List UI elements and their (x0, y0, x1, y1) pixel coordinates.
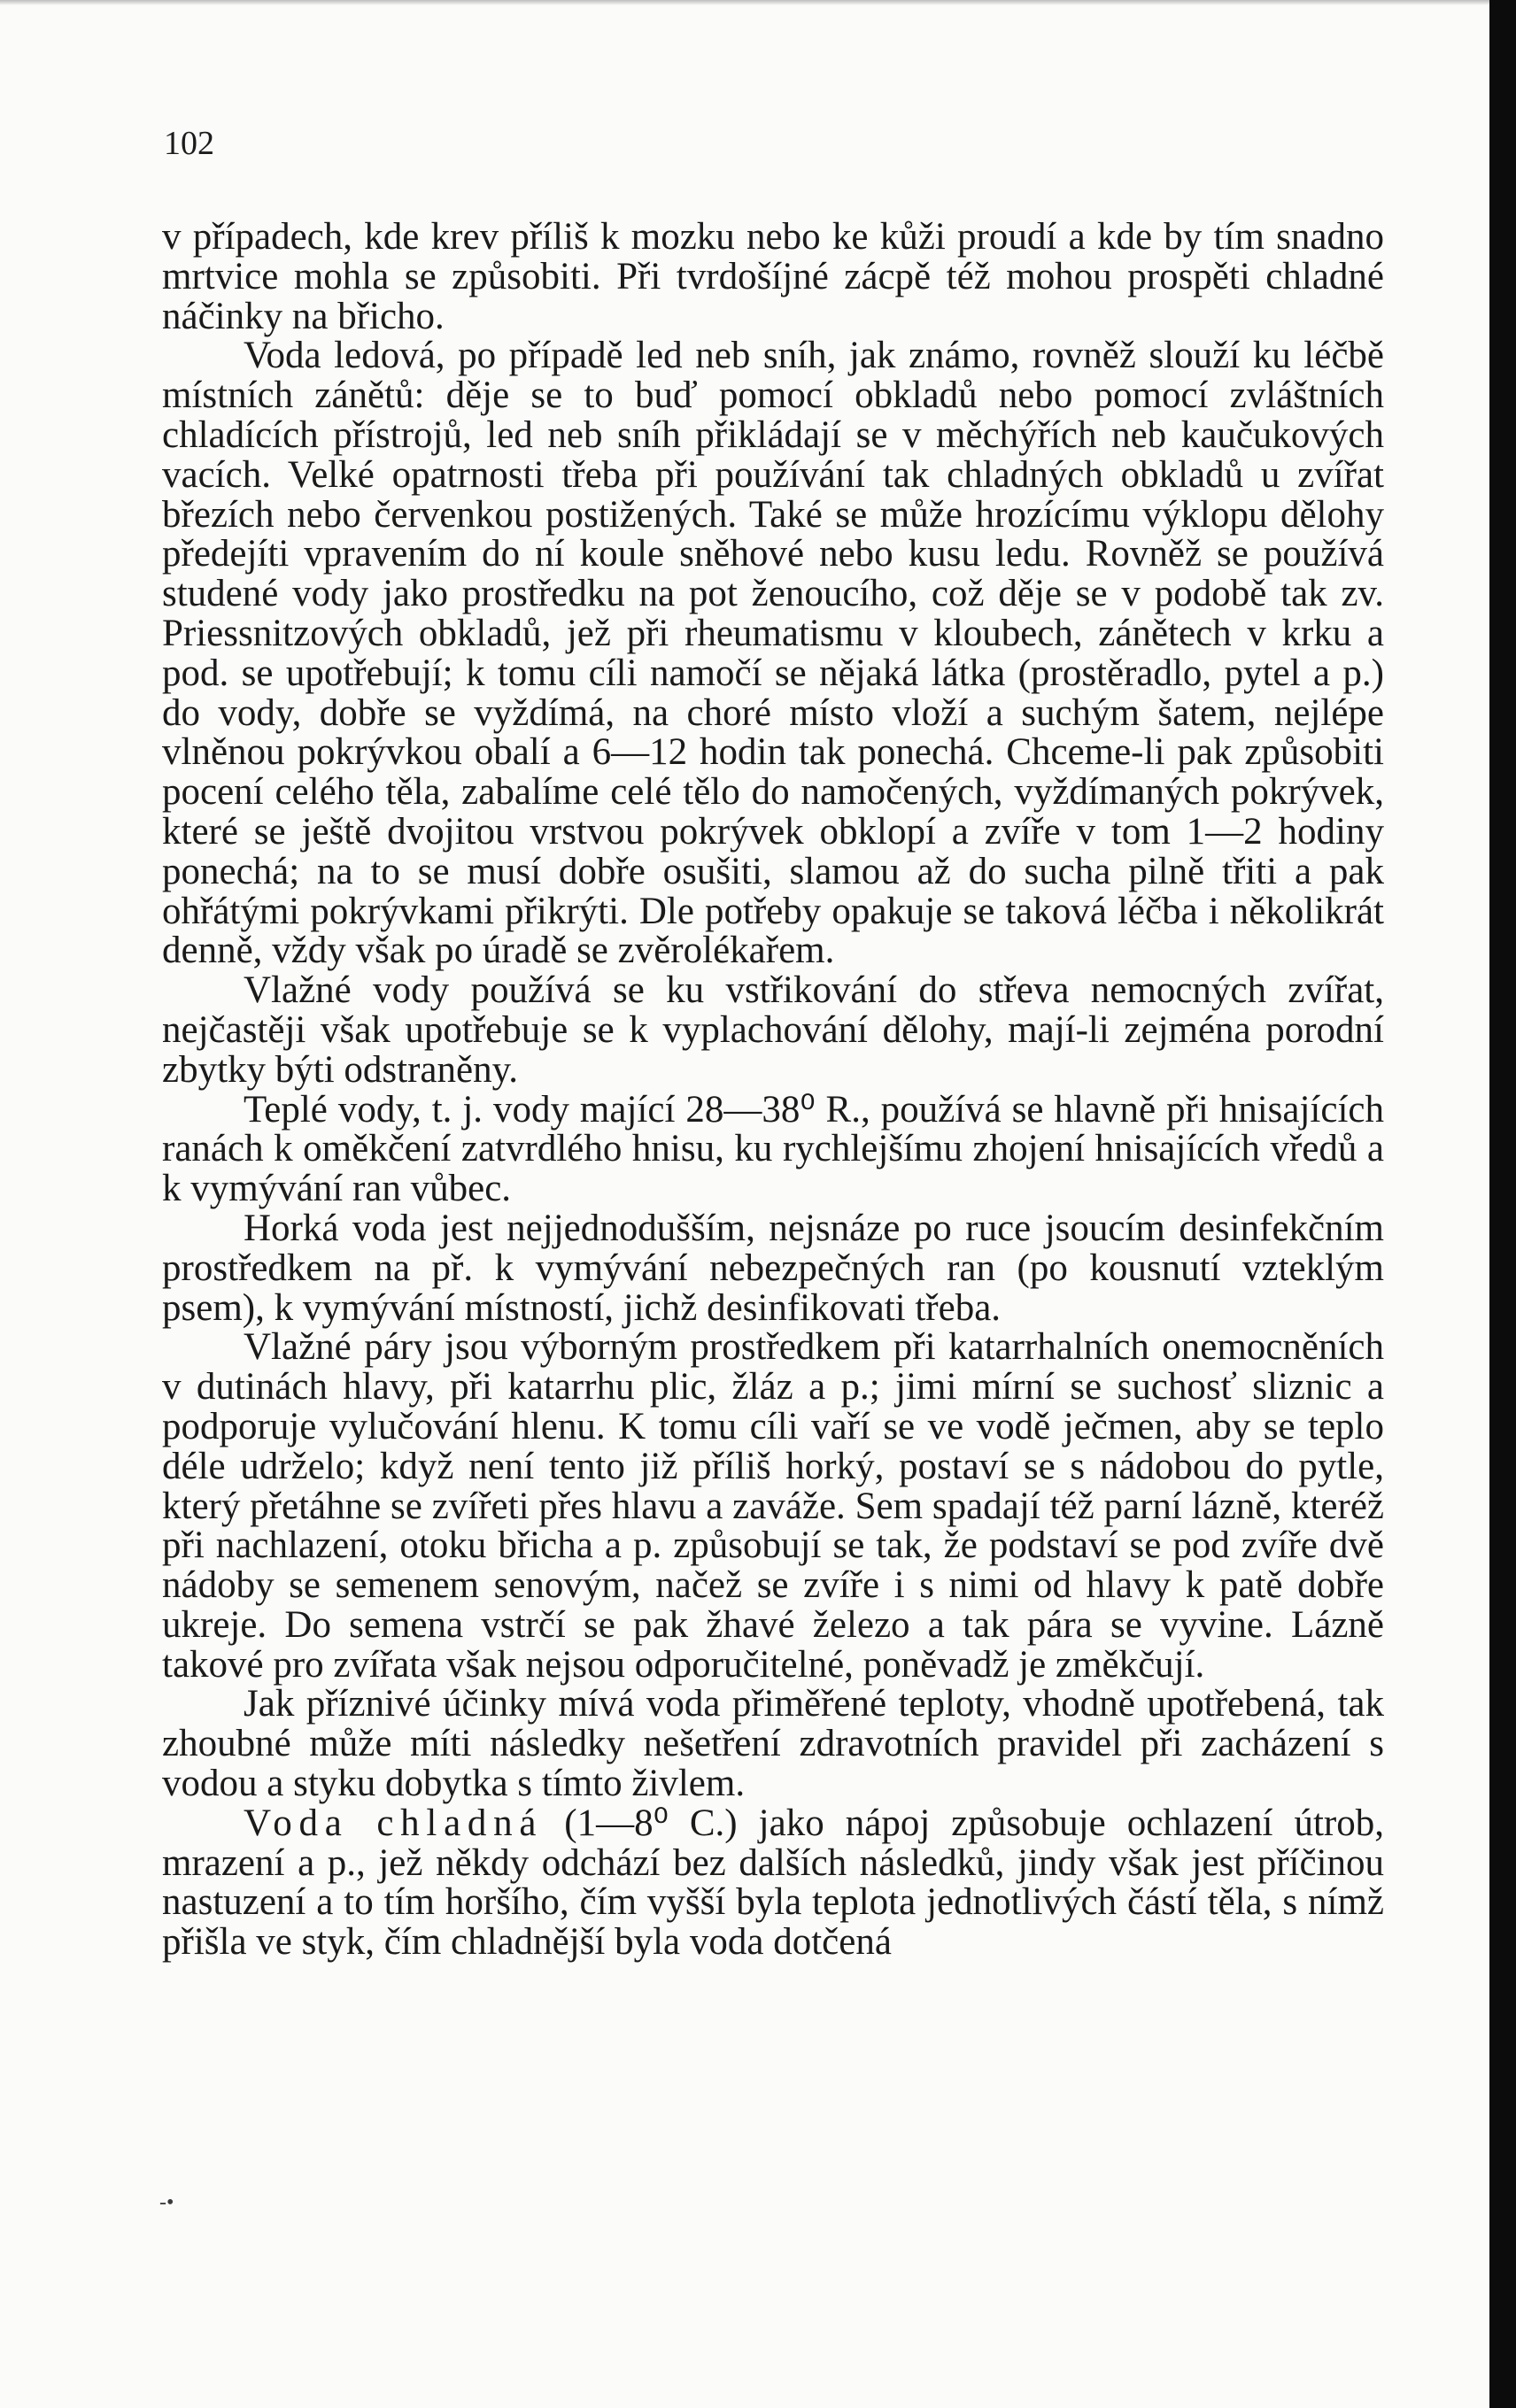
stray-print-mark: -• (159, 2191, 174, 2214)
scan-shadow-top (0, 0, 1489, 5)
page-number: 102 (164, 125, 214, 162)
paragraph-steam: Vlažné páry jsou výborným prostředkem při katarrhalních onemocněních v dutinách hlavy, při katarrhu plic, žláz a p.; jimi mírní se suchosť sliznic a podporuje vylučování hlenu. K tomu cíli vaří se ve vodě ječmen, aby se teplo déle udrželo; když není tento již příliš horký, postaví se s nádobou do pytle, který přetáhne se zvířeti přes hlavu a zaváže. Sem spadají též parní lázně, kteréž při nachlazení, otoku břicha a p. způsobují se tak, že podstaví se pod zvíře dvě nádoby se semenem senovým, načež se zvíře i s nimi od hlavy k patě dobře ukreje. Do semena vstrčí se pak žhavé železo a tak pára se vyvine. Lázně takové pro zvířata však nejsou odporučitelné, poněvadž je změkčují. (162, 1326, 1384, 1686)
paragraph-lukewarm-water: Vlažné vody používá se ku vstřikování do střeva nemocných zvířat, nejčastěji však upotřebuje se k vyplachování dělohy, mají-li zejména porodní zbytky býti odstraněny. (162, 969, 1384, 1091)
paragraph-ice-water: Voda ledová, po případě led neb sníh, jak známo, rovněž slouží ku léčbě místních zánětů: děje se to buď pomocí obkladů nebo pomocí zvláštních chladících přístrojů, led neb sníh přikládají se v měchýřích neb kaučukových vacích. Velké opatrnosti třeba při používání tak chladných obkladů u zvířat březích nebo červenkou postižených. Také se může hrozícímu výklopu dělohy předejíti vpravením do ní koule sněhové nebo kusu ledu. Rovněž se používá studené vody jako prostředku na pot ženoucího, což děje se v podobě tak zv. Priessnitzových obkladů, jež při rheumatismu v kloubech, zánětech v krku a pod. se upotřebují; k tomu cíli namočí se nějaká látka (prostěradlo, pytel a p.) do vody, dobře se vyždímá, na choré místo vloží a suchým šatem, nejlépe vlněnou pokrývkou obalí a 6—12 hodin tak ponechá. Chceme-li pak způsobiti pocení celého těla, zabalíme celé tělo do namočených, vyždímaných pokrývek, které se ještě dvojitou vrstvou pokrývek obklopí a zvíře v tom 1—2 hodiny ponechá; na to se musí dobře osušiti, slamou až do sucha pilně třiti a pak ohřátými pokrývkami přikrýti. Dle potřeby opakuje se taková léčba i několikrát denně, vždy však po úradě se zvěrolékařem. (162, 335, 1384, 972)
paragraph-harmful-effects: Jak příznivé účinky mívá voda přiměřené teploty, vhodně upotřebená, tak zhoubné může míti následky nešetření zdravotních pravidel při zacházení s vodou a styku dobytka s tímto živlem. (162, 1683, 1384, 1805)
paragraph-cold-water (162, 1804, 1384, 1963)
paragraph-warm-water: Teplé vody, t. j. vody mající 28—38⁰ R., používá se hlavně při hnisajících ranách k oměkčení zatvrdlého hnisu, ku rychlejšímu zhojení hnisajících vředů a k vymývání ran vůbec. (162, 1088, 1384, 1210)
paragraph-cold-water-text: (1—8⁰ C.) jako nápoj způsobuje ochlazení útrob, mrazení a p., jež někdy odchází bez dalších následků, jindy však jest příčinou nastuzení a to tím horšího, čím vyšší byla teplota jednotlivých částí těla, s nímž přišla ve styk, čím chladnější byla voda dotčená (162, 1802, 1384, 1964)
body-text (162, 218, 1384, 1963)
scan-border-right (1489, 0, 1516, 2408)
paragraph-hot-water: Horká voda jest nejjednodušším, nejsnáze po ruce jsoucím desinfekčním prostředkem na př. k vymývání nebezpečných ran (po kousnutí vzteklým psem), k vymývání místností, jichž desinfikovati třeba. (162, 1207, 1384, 1329)
paragraph-continuation: v případech, kde krev příliš k mozku nebo ke kůži proudí a kde by tím snadno mrtvice mohla se způsobiti. Při tvrdošíjné zácpě též mohou prospěti chladné náčinky na břicho. (162, 216, 1384, 337)
spaced-lead-term: Voda chladná (244, 1802, 544, 1844)
